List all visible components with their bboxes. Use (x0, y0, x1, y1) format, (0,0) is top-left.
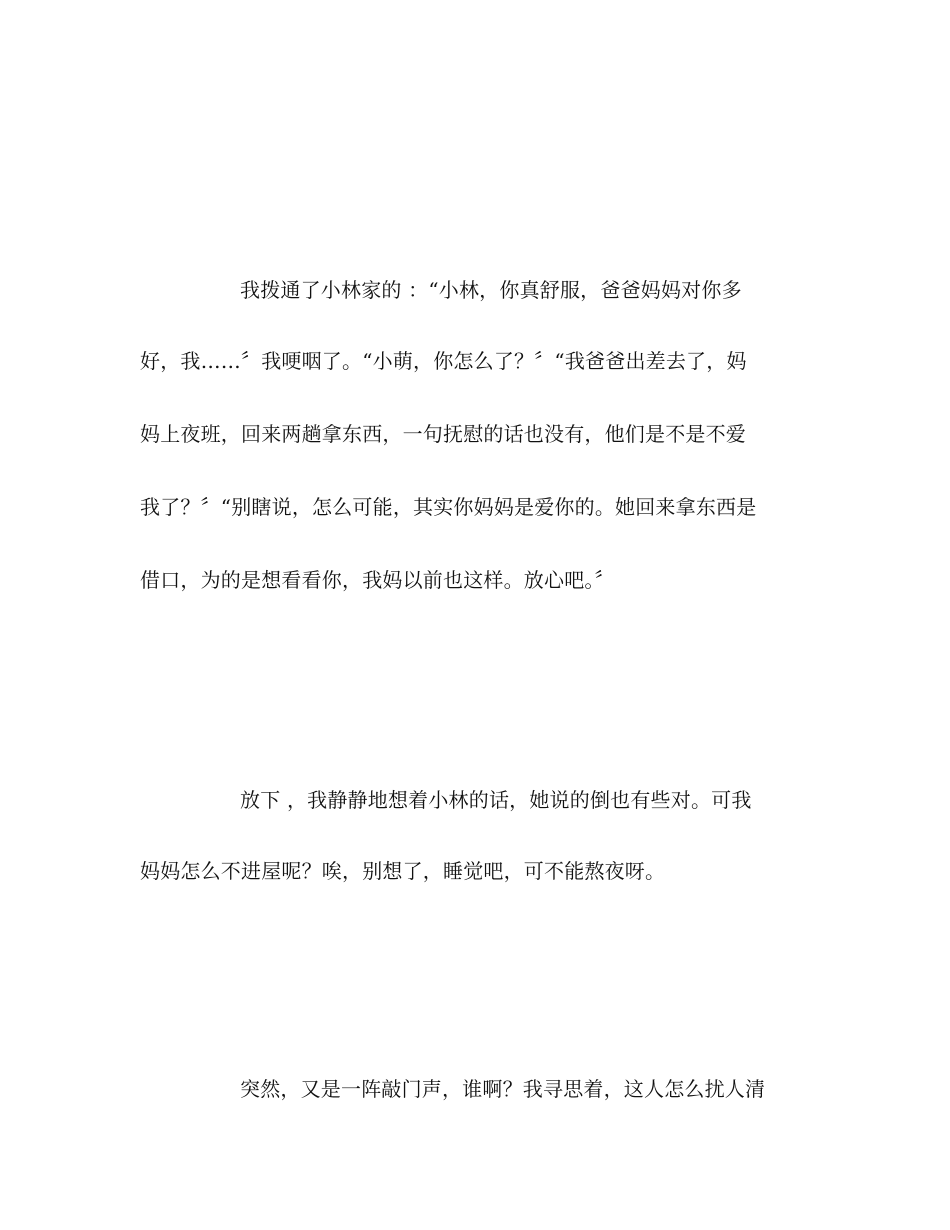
paragraph-1-line-4: 我了？〞“别瞎说，怎么可能，其实你妈妈是爱你的。她回来拿东西是 (140, 495, 757, 519)
paragraph-1-line-2: 好，我……〞我哽咽了。“小萌，你怎么了？〞“我爸爸出差去了，妈 (140, 349, 747, 373)
paragraph-2-line-2: 妈妈怎么不进屋呢？唉，别想了，睡觉吧，可不能熬夜呀。 (140, 859, 666, 883)
paragraph-1-line-1: 我拨通了小林家的 ：“小林，你真舒服，爸爸妈妈对你多 (240, 278, 742, 302)
paragraph-1-line-3: 妈上夜班，回来两趟拿东西，一句抚慰的话也没有，他们是不是不爱 (140, 422, 746, 446)
paragraph-1-line-5: 借口，为的是想看看你，我妈以前也这样。放心吧。〞 (140, 568, 615, 592)
paragraph-3-line-1: 突然，又是一阵敲门声，谁啊？我寻思着，这人怎么扰人清 (240, 1077, 766, 1101)
paragraph-2-line-1: 放下 ，我静静地想着小林的话，她说的倒也有些对。可我 (240, 788, 752, 812)
